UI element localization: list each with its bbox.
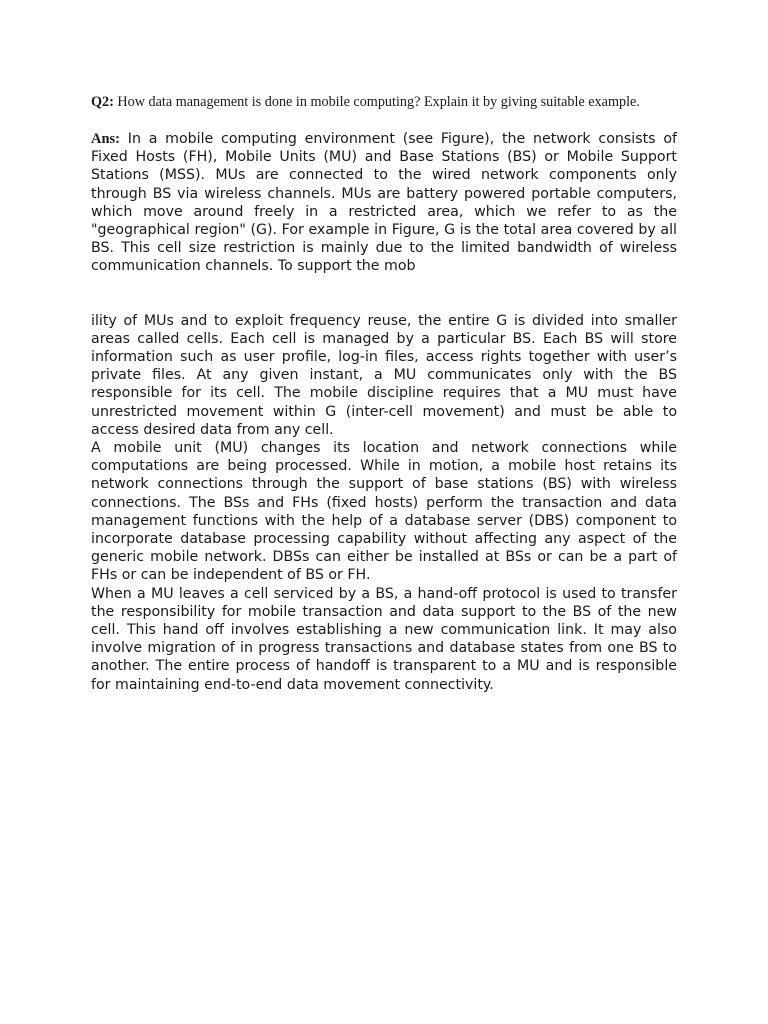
question-text: How data management is done in mobile computing? Explain it by giving suitable example. <box>113 94 640 110</box>
paragraph-gap <box>91 276 677 312</box>
question-label: Q2: <box>91 94 114 110</box>
answer-paragraph-1-text: In a mobile computing environment (see Figure), the network consists of Fixed Hosts (FH), Mobile Units (MU) and Base Stations (BS) or Mobile Support Stations (MSS). MUs are connected to the wired network components only through BS via wireless channels. MUs are battery powered portable computers, which move around freely in a restricted area, which we refer to as the "geographical region" (G). For example in Figure, G is the total area covered by all BS. This cell size restriction is mainly due to the limited bandwidth of wireless communication channels. To support the mob <box>91 131 677 275</box>
answer-paragraph-1 <box>91 130 677 276</box>
answer-paragraph-4: When a MU leaves a cell serviced by a BS, a hand-off protocol is used to transfer the responsibility for mobile transaction and data support to the BS of the new cell. This hand off involves establishing a new communication link. It may also involve migration of in progress transactions and database states from one BS to another. The entire process of handoff is transparent to a MU and is responsible for maintaining end-to-end data movement connectivity. <box>91 585 677 693</box>
document-page <box>91 92 677 694</box>
answer-label: Ans: <box>91 131 121 147</box>
answer-paragraph-2: ility of MUs and to exploit frequency reuse, the entire G is divided into smaller areas called cells. Each cell is managed by a particular BS. Each BS will store information such as user profile, log-in files, access rights together with user’s private files. At any given instant, a MU communicates only with the BS responsible for its cell. The mobile discipline requires that a MU must have unrestricted movement within G (inter-cell movement) and must be able to access desired data from any cell. <box>91 312 677 438</box>
question-line <box>91 92 677 112</box>
answer-paragraph-3: A mobile unit (MU) changes its location and network connections while computations are being processed. While in motion, a mobile host retains its network connections through the support of base stations (BS) with wireless connections. The BSs and FHs (fixed hosts) perform the transaction and data management functions with the help of a database server (DBS) component to incorporate database processing capability without affecting any aspect of the generic mobile network. DBSs can either be installed at BSs or can be a part of FHs or can be independent of BS or FH. <box>91 440 677 584</box>
